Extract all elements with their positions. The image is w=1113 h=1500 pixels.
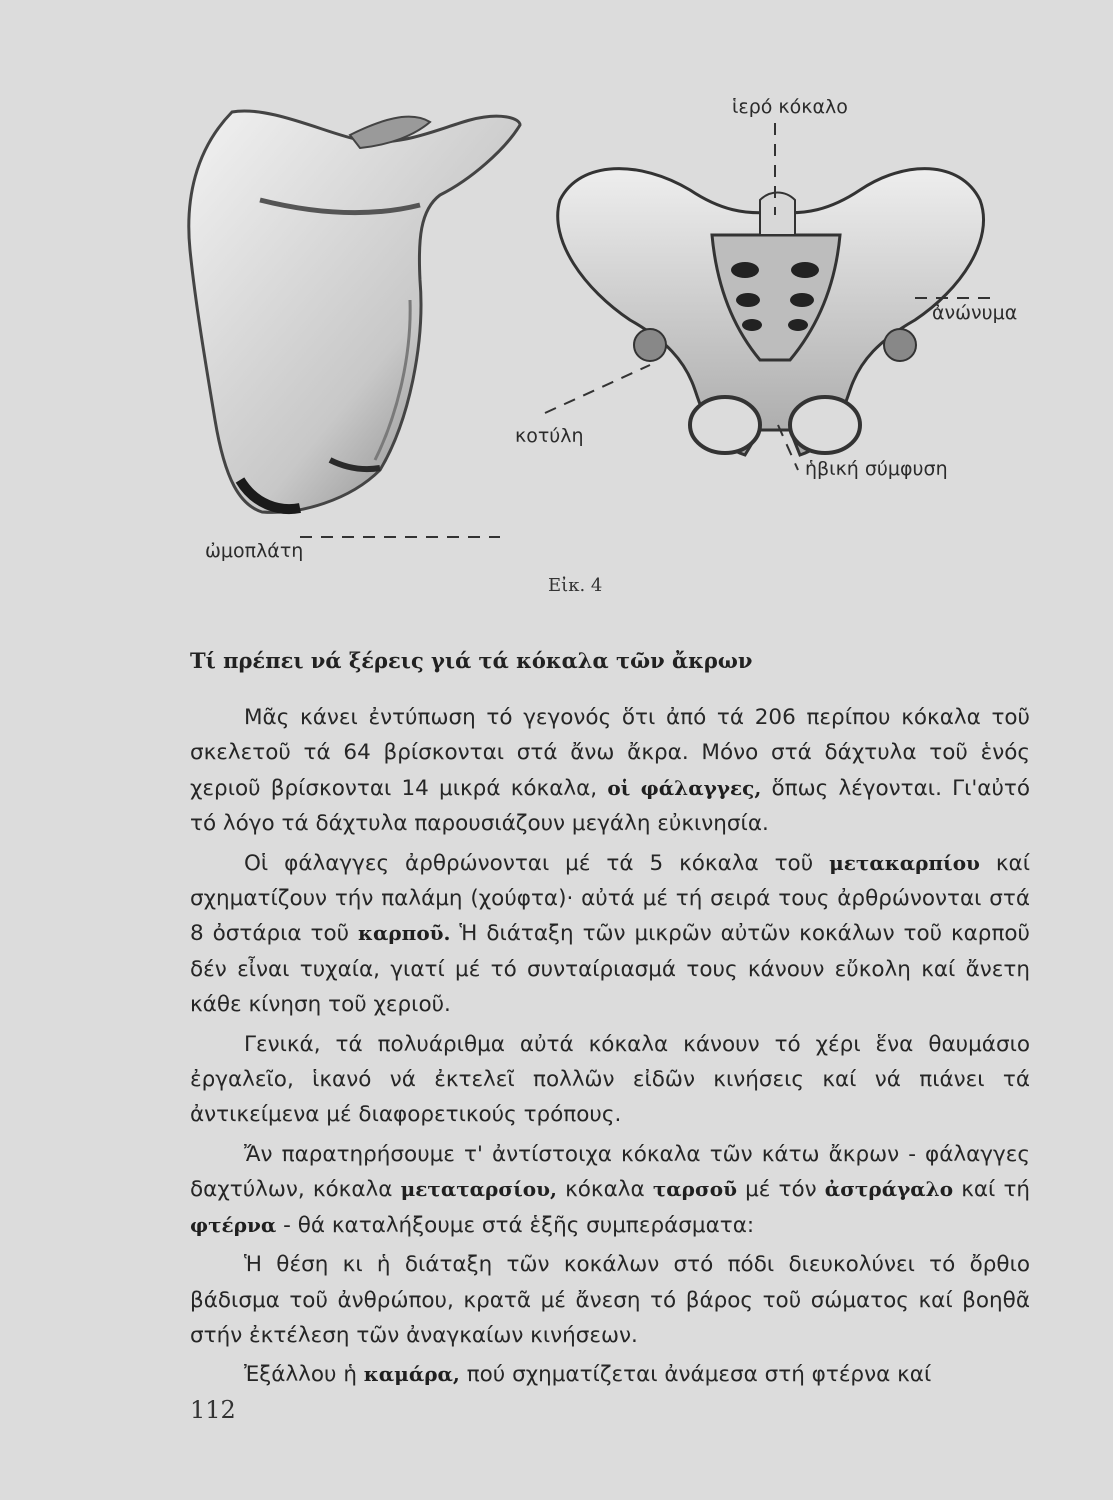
section-heading: Τί πρέπει νά ξέρεις γιά τά κόκαλα τῶν ἄκρων: [190, 648, 753, 673]
figure-caption: Εἰκ. 4: [548, 575, 603, 596]
paragraph-2: Οἱ φάλαγγες ἀρθρώνονται μέ τά 5 κόκαλα τοῦ μετακαρπίου καί σχηματίζουν τήν παλάμη (χούφτα)· αὐτά μέ τή σειρά τους ἀρθρώνονται στά 8 ὀστάρια τοῦ καρποῦ. Ἡ διάταξη τῶν μικρῶν αὐτῶν κοκάλων τοῦ καρποῦ δέν εἶναι τυχαία, γιατί μέ τό συνταίριασμά τους κάνουν εὔκολη καί ἄνετη κάθε κίνηση τοῦ χεριοῦ.: [190, 850, 1030, 1018]
label-hip-bone: ἀνώνυμα: [932, 302, 1018, 324]
paragraph-3: Γενικά, τά πολυάριθμα αὐτά κόκαλα κάνουν τό χέρι ἕνα θαυμάσιο ἐργαλεῖο, ἱκανό νά ἐκτελεῖ πολλῶν εἰδῶν κινήσεις καί νά πιάνει τά ἀντικείμενα μέ διαφορετικούς τρόπους.: [190, 1031, 1030, 1128]
pelvis-drawing: [558, 169, 984, 455]
label-pubic-symphysis: ἡβική σύμφυση: [805, 458, 948, 480]
paragraph-4: Ἄν παρατηρήσουμε τ' ἀντίστοιχα κόκαλα τῶν κάτω ἄκρων - φάλαγγες δαχτύλων, κόκαλα μεταταρσίου, κόκαλα ταρσοῦ μέ τόν ἀστράγαλο καί τή φτέρνα - θά καταλήξουμε στά ἑξῆς συμπεράσματα:: [190, 1141, 1031, 1238]
page-number: 112: [190, 1396, 236, 1424]
label-scapula: ὠμοπλάτη: [205, 540, 304, 562]
paragraph-5: Ἡ θέση κι ἡ διάταξη τῶν κοκάλων στό πόδι διευκολύνει τό ὄρθιο βάδισμα τοῦ ἀνθρώπου, κρατᾶ μέ ἄνεση τό βάρος τοῦ σώματος καί βοηθᾶ στήν ἐκτέλεση τῶν ἀναγκαίων κινήσεων.: [190, 1252, 1030, 1348]
body-text: [190, 700, 1030, 1397]
paragraph-1: Μᾶς κάνει ἐντύπωση τό γεγονός ὅτι ἀπό τά 206 περίπου κόκαλα τοῦ σκελετοῦ τά 64 βρίσκονται στά ἄνω ἄκρα. Μόνο στά δάχτυλα τοῦ ἑνός χεριοῦ βρίσκονται 14 μικρά κόκαλα, οἱ φάλαγγες, ὅπως λέγονται. Γι'αὐτό τό λόγο τά δάχτυλα παρουσιάζουν μεγάλη εὐκινησία.: [190, 705, 1030, 837]
scapula-drawing: [189, 111, 520, 512]
label-acetabulum: κοτύλη: [515, 425, 584, 447]
paragraph-6: Ἐξάλλου ἡ καμάρα, πού σχηματίζεται ἀνάμεσα στή φτέρνα καί: [244, 1362, 932, 1388]
label-sacrum: ἱερό κόκαλο: [732, 96, 848, 118]
